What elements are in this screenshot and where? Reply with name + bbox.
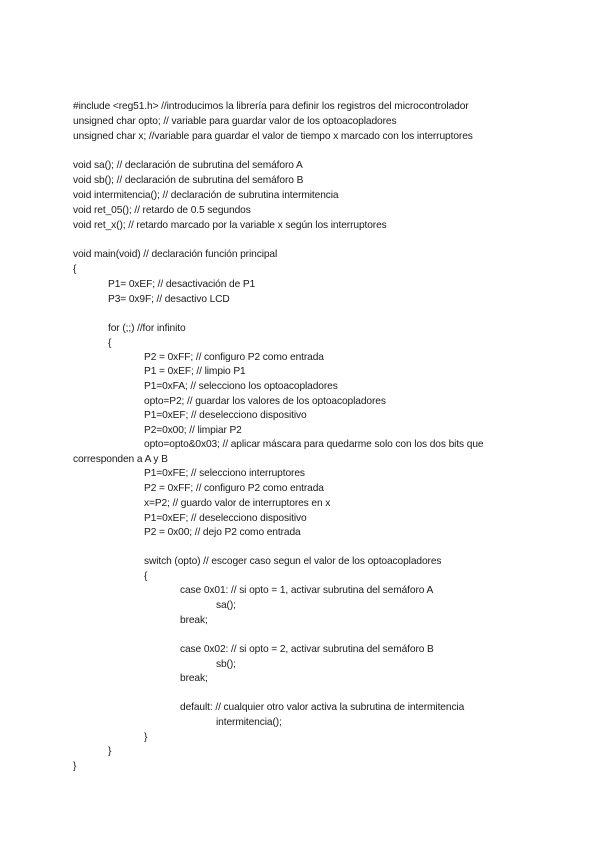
code-line-default: default: // cualquier otro valor activa la subrutina de intermitencia bbox=[180, 702, 465, 713]
code-line-ret05-prototype: void ret_05(); // retardo de 0.5 segundos bbox=[73, 205, 251, 216]
code-line-p2-clear: P2=0x00; // limpiar P2 bbox=[144, 425, 242, 436]
code-line-switch: switch (opto) // escoger caso segun el valor de los optoacopladores bbox=[144, 556, 442, 567]
code-line-x-declaration: unsigned char x; //variable para guardar el valor de tiempo x marcado con los interruptores bbox=[73, 131, 473, 142]
code-line-p2-input-again: P2 = 0xFF; // configuro P2 como entrada bbox=[144, 483, 324, 494]
code-line-opto-read: opto=P2; // guardar los valores de los optoacopladores bbox=[144, 396, 386, 407]
code-line-call-intermitencia: intermitencia(); bbox=[216, 717, 282, 728]
code-line-switch-close-brace: } bbox=[144, 732, 148, 743]
code-line-sb-prototype: void sb(); // declaración de subrutina del semáforo B bbox=[73, 175, 304, 186]
code-line-call-sb: sb(); bbox=[216, 659, 236, 670]
code-line-break-1: break; bbox=[180, 615, 208, 626]
code-line-p1-clear: P1 = 0xEF; // limpio P1 bbox=[144, 366, 246, 377]
code-line-p1-deselect-again: P1=0xEF; // deselecciono dispositivo bbox=[144, 513, 307, 524]
code-line-sa-prototype: void sa(); // declaración de subrutina del semáforo A bbox=[73, 160, 303, 171]
code-line-p1-select-opto: P1=0xFA; // selecciono los optoacopladores bbox=[144, 381, 338, 392]
code-line-p1-select-switches: P1=0xFE; // selecciono interruptores bbox=[144, 468, 305, 479]
code-line-for-close-brace: } bbox=[108, 746, 112, 757]
code-line-p1-disable: P1= 0xEF; // desactivación de P1 bbox=[108, 279, 256, 290]
code-line-switch-open-brace: { bbox=[144, 571, 148, 582]
code-line-x-read: x=P2; // guardo valor de interruptores en x bbox=[144, 498, 331, 509]
code-line-case-01: case 0x01: // si opto = 1, activar subrutina del semáforo A bbox=[180, 585, 434, 596]
code-line-include: #include <reg51.h> //introducimos la librería para definir los registros del microcontrolador bbox=[73, 101, 469, 112]
code-line-p2-input: P2 = 0xFF; // configuro P2 como entrada bbox=[144, 352, 324, 363]
code-line-main-close-brace: } bbox=[73, 761, 77, 772]
code-line-opto-declaration: unsigned char opto; // variable para guardar valor de los optoacopladores bbox=[73, 116, 397, 127]
code-line-p3-lcd: P3= 0x9F; // desactivo LCD bbox=[108, 294, 230, 305]
code-line-opto-mask-continued: corresponden a A y B bbox=[73, 454, 168, 465]
code-line-case-02: case 0x02: // si opto = 2, activar subrutina del semáforo B bbox=[180, 644, 434, 655]
code-line-retx-prototype: void ret_x(); // retardo marcado por la variable x según los interruptores bbox=[73, 220, 387, 231]
code-line-opto-mask: opto=opto&0x03; // aplicar máscara para quedarme solo con los dos bits que bbox=[144, 439, 484, 450]
code-line-break-2: break; bbox=[180, 673, 208, 684]
code-line-p2-leave-input: P2 = 0x00; // dejo P2 como entrada bbox=[144, 527, 301, 538]
code-line-call-sa: sa(); bbox=[216, 600, 236, 611]
code-line-main-open-brace: { bbox=[73, 264, 77, 275]
code-line-p1-deselect: P1=0xEF; // deselecciono dispositivo bbox=[144, 410, 307, 421]
code-line-for-open-brace: { bbox=[108, 338, 112, 349]
code-line-for-loop: for (;;) //for infinito bbox=[108, 323, 186, 334]
code-line-main-signature: void main(void) // declaración función principal bbox=[73, 249, 278, 260]
code-line-intermitencia-prototype: void intermitencia(); // declaración de subrutina intermitencia bbox=[73, 190, 339, 201]
